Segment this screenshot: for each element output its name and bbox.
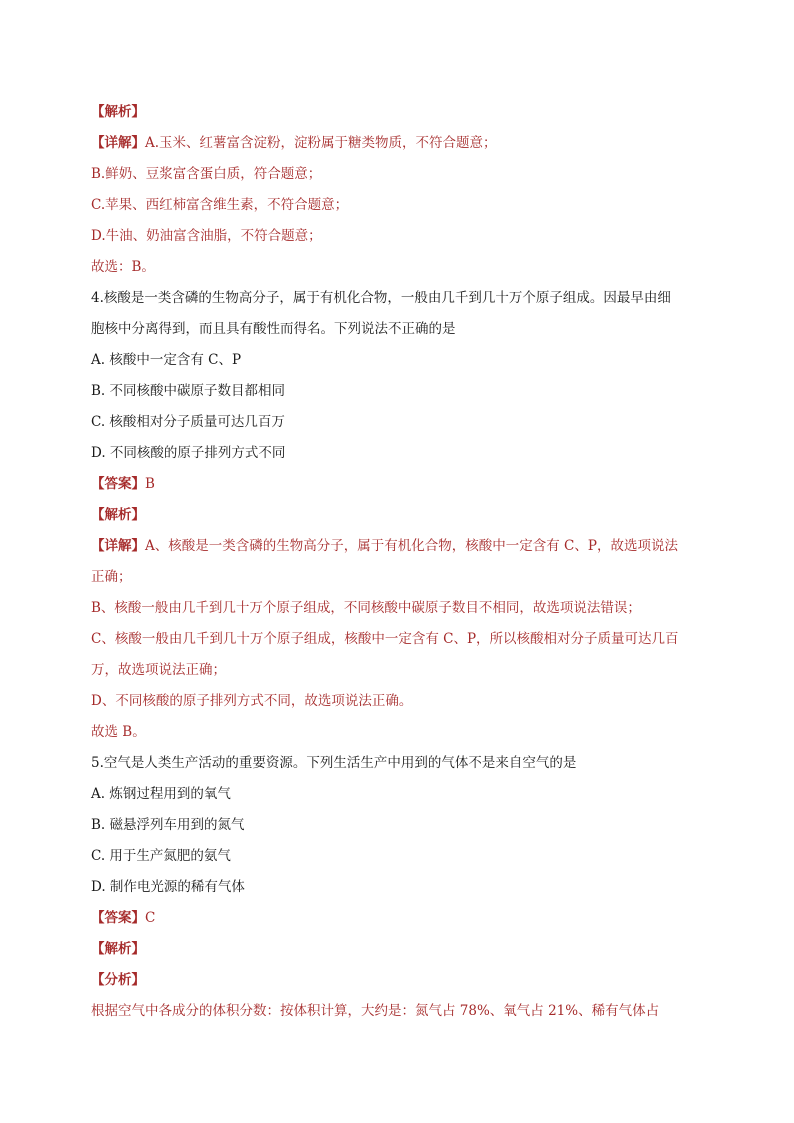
q4-detail-a-text: A、核酸是一类含磷的生物高分子，属于有机化合物，核酸中一定含有 C、P，故选项说法 bbox=[145, 538, 678, 554]
q4-detail-label: 【详解】 bbox=[91, 538, 145, 554]
q5-answer-value: C bbox=[145, 910, 156, 926]
q5-option-c: C. 用于生产氮肥的氨气 bbox=[91, 848, 231, 864]
q5-fenxi-text: 根据空气中各成分的体积分数：按体积计算，大约是：氮气占 78%、氧气占 21%、稀有气体占 bbox=[91, 1003, 660, 1019]
q4-conclusion: 故选 B。 bbox=[91, 724, 146, 740]
q4-option-d: D. 不同核酸的原子排列方式不同 bbox=[91, 445, 286, 461]
q5-fenxi-label: 【分析】 bbox=[91, 972, 145, 988]
q4-option-c: C. 核酸相对分子质量可达几百万 bbox=[91, 414, 285, 430]
q3-analysis-label: 【解析】 bbox=[91, 104, 145, 120]
q5-answer bbox=[91, 903, 711, 934]
q5-option-d: D. 制作电光源的稀有气体 bbox=[91, 879, 245, 895]
q4-detail-d: D、不同核酸的原子排列方式不同，故选项说法正确。 bbox=[91, 693, 413, 709]
q4-option-a: A. 核酸中一定含有 C、P bbox=[91, 352, 242, 368]
q5-option-a: A. 炼钢过程用到的氧气 bbox=[91, 786, 231, 802]
q3-detail-b: B.鲜奶、豆浆富含蛋白质，符合题意； bbox=[91, 166, 322, 182]
q4-detail-a-line2: 正确； bbox=[91, 569, 132, 585]
q3-conclusion: 故选：B。 bbox=[91, 259, 155, 275]
q5-stem: 5.空气是人类生产活动的重要资源。下列生活生产中用到的气体不是来自空气的是 bbox=[91, 755, 577, 771]
document-content bbox=[91, 97, 711, 1027]
q4-stem-line2: 胞核中分离得到，而且具有酸性而得名。下列说法不正确的是 bbox=[91, 321, 456, 337]
q3-detail-a-text: A.玉米、红薯富含淀粉，淀粉属于糖类物质，不符合题意； bbox=[145, 135, 497, 151]
q5-analysis-label: 【解析】 bbox=[91, 941, 145, 957]
q4-analysis-label: 【解析】 bbox=[91, 507, 145, 523]
q4-answer-label: 【答案】 bbox=[91, 476, 145, 492]
q4-detail-b: B、核酸一般由几千到几十万个原子组成，不同核酸中碳原子数目不相同，故选项说法错误； bbox=[91, 600, 641, 616]
q4-stem-line1: 4.核酸是一类含磷的生物高分子，属于有机化合物，一般由几千到几十万个原子组成。因最早由细 bbox=[91, 290, 671, 306]
q4-detail-a-line1 bbox=[91, 531, 711, 562]
q4-answer-value: B bbox=[145, 476, 155, 492]
q3-detail-c: C.苹果、西红柿富含维生素，不符合题意； bbox=[91, 197, 349, 213]
q3-detail-label: 【详解】 bbox=[91, 135, 145, 151]
q3-detail-a bbox=[91, 128, 711, 159]
q4-detail-c-line2: 万，故选项说法正确； bbox=[91, 662, 226, 678]
q4-detail-c-line1: C、核酸一般由几千到几十万个原子组成，核酸中一定含有 C、P，所以核酸相对分子质量可达几百 bbox=[91, 631, 679, 647]
q5-answer-label: 【答案】 bbox=[91, 910, 145, 926]
q5-option-b: B. 磁悬浮列车用到的氮气 bbox=[91, 817, 245, 833]
q4-answer bbox=[91, 469, 711, 500]
q4-option-b: B. 不同核酸中碳原子数目都相同 bbox=[91, 383, 286, 399]
q3-detail-d: D.牛油、奶油富含油脂，不符合题意； bbox=[91, 228, 322, 244]
